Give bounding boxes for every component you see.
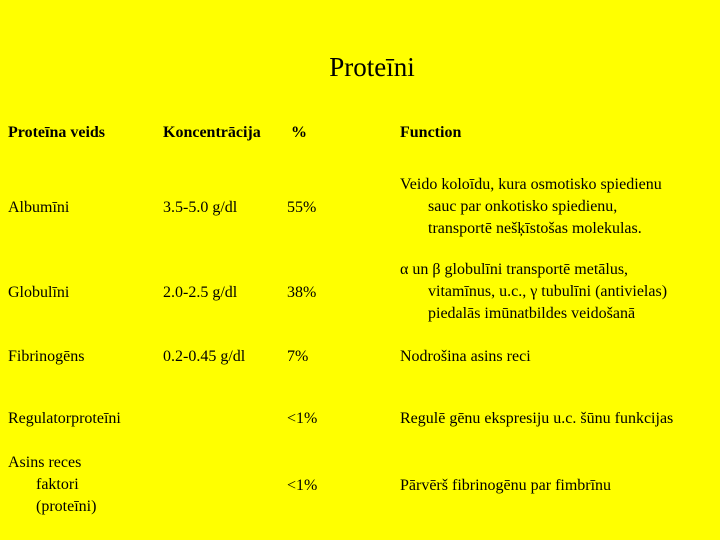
row-regulatory-percent: <1% (287, 410, 318, 427)
type-line: (proteīni) (36, 498, 97, 515)
row-regulatory-function: Regulē gēnu ekspresiju u.c. šūnu funkcijas (400, 410, 674, 427)
row-clotting-type (8, 452, 96, 518)
function-line: vitamīnus, u.c., γ tubulīni (antivielas) (428, 283, 668, 300)
function-line: piedalās imūnatbildes veidošanā (428, 305, 636, 322)
row-fibrinogen-concentration: 0.2-0.45 g/dl (163, 348, 246, 365)
row-globulin-percent: 38% (287, 284, 317, 301)
row-clotting-function: Pārvērš fibrinogēnu par fimbrīnu (400, 477, 612, 494)
slide-title: Proteīni (329, 52, 415, 82)
row-albumin-percent: 55% (287, 199, 317, 216)
row-clotting-percent: <1% (287, 477, 318, 494)
row-globulin-type: Globulīni (8, 284, 70, 301)
header-protein-type: Proteīna veids (8, 124, 106, 141)
header-percent: % (291, 124, 307, 141)
type-line: faktori (36, 476, 79, 493)
row-fibrinogen-type: Fibrinogēns (8, 348, 85, 365)
header-function: Function (400, 124, 462, 141)
row-regulatory-type: Regulatorproteīni (8, 410, 121, 427)
type-line: Asins reces (8, 454, 82, 471)
function-line: transportē nešķīstošas molekulas. (428, 220, 642, 237)
row-globulin-concentration: 2.0-2.5 g/dl (163, 284, 238, 301)
row-fibrinogen-percent: 7% (287, 348, 309, 365)
row-albumin-type: Albumīni (8, 199, 70, 216)
row-globulin-function (400, 259, 667, 325)
function-line: Veido koloīdu, kura osmotisko spiedienu (400, 176, 662, 193)
row-fibrinogen-function: Nodrošina asins reci (400, 348, 531, 365)
row-albumin-concentration: 3.5-5.0 g/dl (163, 199, 238, 216)
row-albumin-function (400, 174, 662, 240)
header-concentration: Koncentrācija (163, 124, 261, 141)
function-line: α un β globulīni transportē metālus, (400, 261, 629, 278)
function-line: sauc par onkotisko spiedienu, (428, 198, 618, 215)
